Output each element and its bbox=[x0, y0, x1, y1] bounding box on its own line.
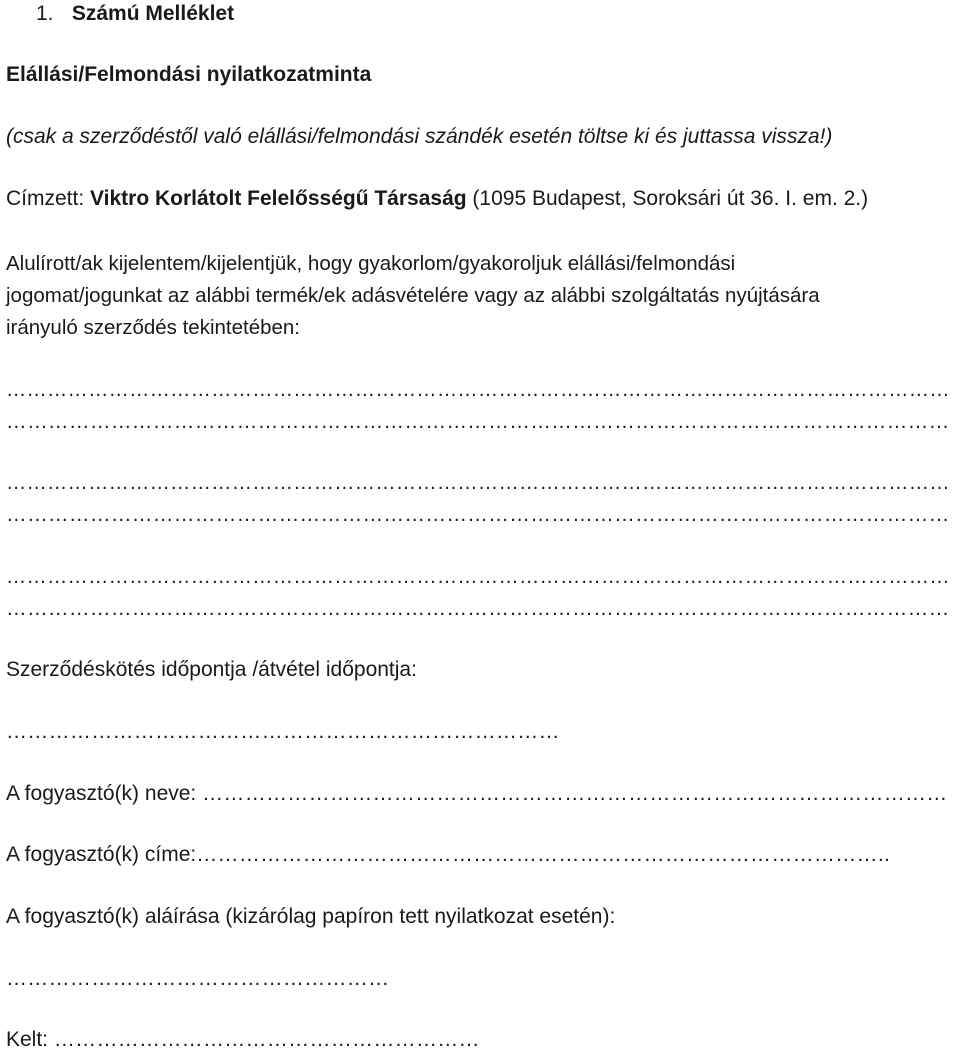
recipient-line bbox=[6, 186, 868, 212]
instruction-text: (csak a szerződéstől való elállási/felmondási szándék esetén töltse ki és juttassa vissza!) bbox=[6, 125, 833, 148]
product-blank-line: ……………………………………………………………………………………………………………………… bbox=[6, 410, 950, 433]
consumer-name-blank: …………………………………………………………………………………………… bbox=[202, 782, 948, 805]
product-blank-line: ………………………………………………………………………………………………………………………… bbox=[6, 471, 950, 494]
annex-heading bbox=[6, 1, 234, 27]
date-blank: …………………………………………………… bbox=[53, 1028, 480, 1051]
statement-line: Alulírott/ak kijelentem/kijelentjük, hogy gyakorlom/gyakoroljuk elállási/felmondási bbox=[6, 252, 736, 275]
consumer-address-line bbox=[6, 842, 890, 868]
consumer-name-line bbox=[6, 781, 948, 807]
consumer-name-label: A fogyasztó(k) neve: bbox=[6, 782, 203, 805]
contract-date-label: Szerződéskötés időpontja /átvétel időpontja: bbox=[6, 658, 417, 681]
date-label: Kelt: bbox=[6, 1028, 54, 1051]
statement-paragraph bbox=[6, 248, 941, 344]
recipient-label: Címzett: bbox=[6, 187, 91, 210]
contract-date-blank: …………………………………………………………………… bbox=[6, 720, 560, 743]
date-line bbox=[6, 1027, 480, 1053]
consumer-address-blank: …………………………………………………………………………………….. bbox=[196, 843, 891, 866]
product-blank-line: ……………………………………………………………………………………………………………………… bbox=[6, 597, 950, 620]
signature-blank: ……………………………………………… bbox=[6, 967, 390, 990]
statement-line: jogomat/jogunkat az alábbi termék/ek adásvételére vagy az alábbi szolgáltatás nyújtására bbox=[6, 284, 820, 307]
consumer-address-label: A fogyasztó(k) címe: bbox=[6, 843, 197, 866]
annex-number: 1. bbox=[36, 2, 54, 25]
signature-label: A fogyasztó(k) aláírása (kizárólag papíron tett nyilatkozat esetén): bbox=[6, 905, 616, 928]
product-blank-line: ………………………………………………………………………………………………………………………… bbox=[6, 378, 950, 401]
statement-line: irányuló szerződés tekintetében: bbox=[6, 316, 301, 339]
annex-title: Számú Melléklet bbox=[71, 2, 235, 25]
recipient-company: Viktro Korlátolt Felelősségű Társaság bbox=[90, 187, 467, 210]
form-title: Elállási/Felmondási nyilatkozatminta bbox=[6, 63, 372, 86]
product-blank-line: ……………………………………………………………………………………………………………………… bbox=[6, 503, 950, 526]
recipient-address: (1095 Budapest, Soroksári út 36. I. em. 2.) bbox=[466, 187, 869, 210]
product-blank-line: ………………………………………………………………………………………………………………………… bbox=[6, 565, 950, 588]
